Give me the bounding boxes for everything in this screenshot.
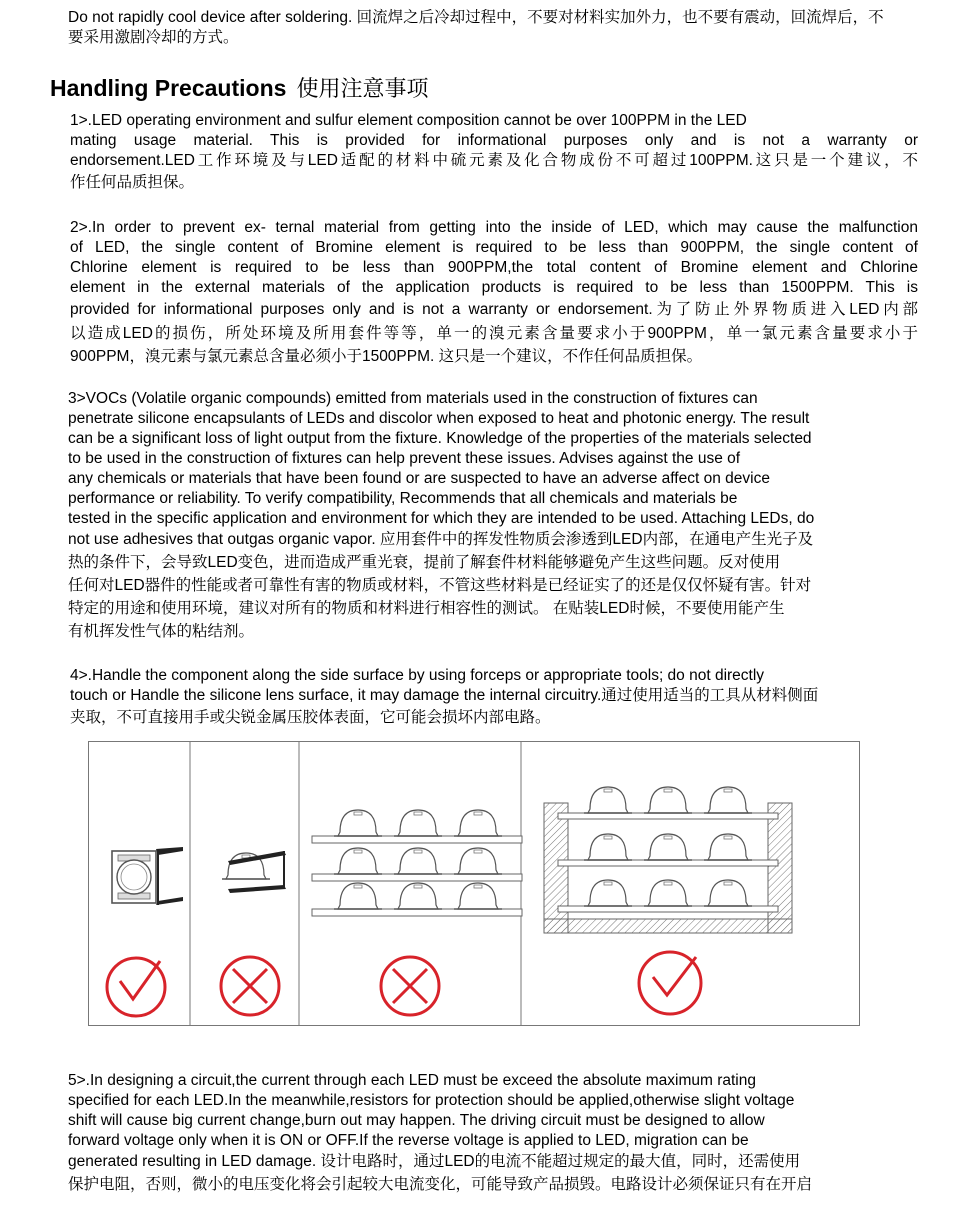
item3-line: 任何对LED器件的性能或者可靠性有害的物质或材料，不管这些材料是已经证实了的还是仅仅怀疑有害。针对 bbox=[68, 577, 812, 594]
item1-line: mating usage material. This is provided for informational purposes only and is not a warranty or bbox=[70, 132, 918, 149]
item4-line: touch or Handle the silicone lens surface, it may damage the internal circuitry.通过使用适当的工具从材料侧面 bbox=[70, 687, 819, 704]
item2-line: 以造成LED的损伤，所处环境及所用套件等等，单一的溴元素含量要求小于900PPM，单一氯元素含量要求小于 bbox=[70, 325, 918, 342]
item3-line: performance or reliability. To verify compatibility, Recommends that all chemicals and materials be bbox=[68, 490, 738, 507]
item2-line: provided for informational purposes only and is not a warranty or endorsement.为了防止外界物质进入LED内部 bbox=[70, 301, 918, 318]
item3-line: tested in the specific application and environment for which they are intended to be used. Attaching LEDs, do bbox=[68, 510, 815, 527]
item5-line: generated resulting in LED damage. 设计电路时，通过LED的电流不能超过规定的最大值，同时，还需使用 bbox=[68, 1153, 801, 1170]
item3-line: 特定的用途和使用环境，建议对所有的物质和材料进行相容性的测试。 在贴装LED时候，不要使用能产生 bbox=[68, 600, 785, 617]
open-rack-illustration bbox=[312, 810, 522, 916]
handling-figure-svg bbox=[88, 741, 860, 1026]
item2-line: Chlorine element is required to be less than 900PPM,the total content of Bromine element and Chlorine bbox=[70, 259, 918, 276]
item2-line: of LED, the single content of Bromine element is required to be less than 900PPM, the single content of bbox=[70, 239, 918, 256]
item2-line: 2>.In order to prevent ex- ternal material from getting into the inside of LED, which may cause the malfunction bbox=[70, 219, 918, 236]
item1-line: 1>.LED operating environment and sulfur element composition cannot be over 100PPM in the LED bbox=[70, 112, 747, 129]
item3-line: can be a significant loss of light output from the fixture. Knowledge of the properties of the materials selected bbox=[68, 430, 812, 447]
item5-line: shift will cause big current change,burn out may happen. The driving circuit must be designed to allow bbox=[68, 1112, 765, 1129]
item5-line: 5>.In designing a circuit,the current through each LED must be exceed the absolute maximum rating bbox=[68, 1072, 756, 1089]
intro-line-2: 要采用激剧冷却的方式。 bbox=[68, 29, 239, 46]
item3-line: not use adhesives that outgas organic vapor. 应用套件中的挥发性物质会渗透到LED内部，在通电产生光子及 bbox=[68, 531, 814, 548]
page-title-zh: 使用注意事项 bbox=[296, 77, 429, 102]
item2-line: element in the external materials of the application products is required to be less than 1500PPM. This is bbox=[70, 279, 918, 296]
item4-line: 夹取，不可直接用手或尖锐金属压胶体表面，它可能会损坏内部电路。 bbox=[70, 709, 551, 726]
item1-line: endorsement.LED工作环境及与LED适配的材料中硫元素及化合物成份不可超过100PPM.这只是一个建议，不 bbox=[70, 152, 918, 169]
item3-line: to be used in the construction of fixtures can help prevent these issues. Advises against the use of bbox=[68, 450, 741, 467]
item3-line: penetrate silicone encapsulants of LEDs and discolor when exposed to heat and photonic energy. The result bbox=[68, 410, 810, 427]
intro-line-1: Do not rapidly cool device after soldering. 回流焊之后冷却过程中，不要对材料实加外力，也不要有震动，回流焊后，不 bbox=[68, 9, 884, 26]
item3-line: 3>VOCs (Volatile organic compounds) emitted from materials used in the construction of fixtures can bbox=[68, 390, 758, 407]
item5-line: specified for each LED.In the meanwhile,resistors for protection should be applied,otherwise slight voltage bbox=[68, 1092, 795, 1109]
item3-line: 有机挥发性气体的粘结剂。 bbox=[68, 623, 255, 640]
item3-line: any chemicals or materials that have been found or are suspected to have an adverse affect on device bbox=[68, 470, 770, 487]
page-title bbox=[50, 72, 428, 103]
page-title-en: Handling Precautions bbox=[50, 75, 287, 101]
item4-line: 4>.Handle the component along the side surface by using forceps or appropriate tools; do not directly bbox=[70, 667, 765, 684]
handling-figure bbox=[88, 741, 860, 1026]
item1-line: 作任何品质担保。 bbox=[70, 174, 195, 191]
item5-line: forward voltage only when it is ON or OFF.If the reverse voltage is applied to LED, migration can be bbox=[68, 1132, 749, 1149]
item2-line: 900PPM，溴元素与氯元素总含量必须小于1500PPM. 这只是一个建议，不作任何品质担保。 bbox=[70, 348, 703, 365]
item5-line: 保护电阻，否则，微小的电压变化将会引起较大电流变化，可能导致产品损毁。电路设计必须保证只有在开启 bbox=[68, 1176, 813, 1193]
item3-line: 热的条件下，会导致LED变色，进而造成严重光衰，提前了解套件材料能够避免产生这些问题。反对使用 bbox=[68, 554, 781, 571]
